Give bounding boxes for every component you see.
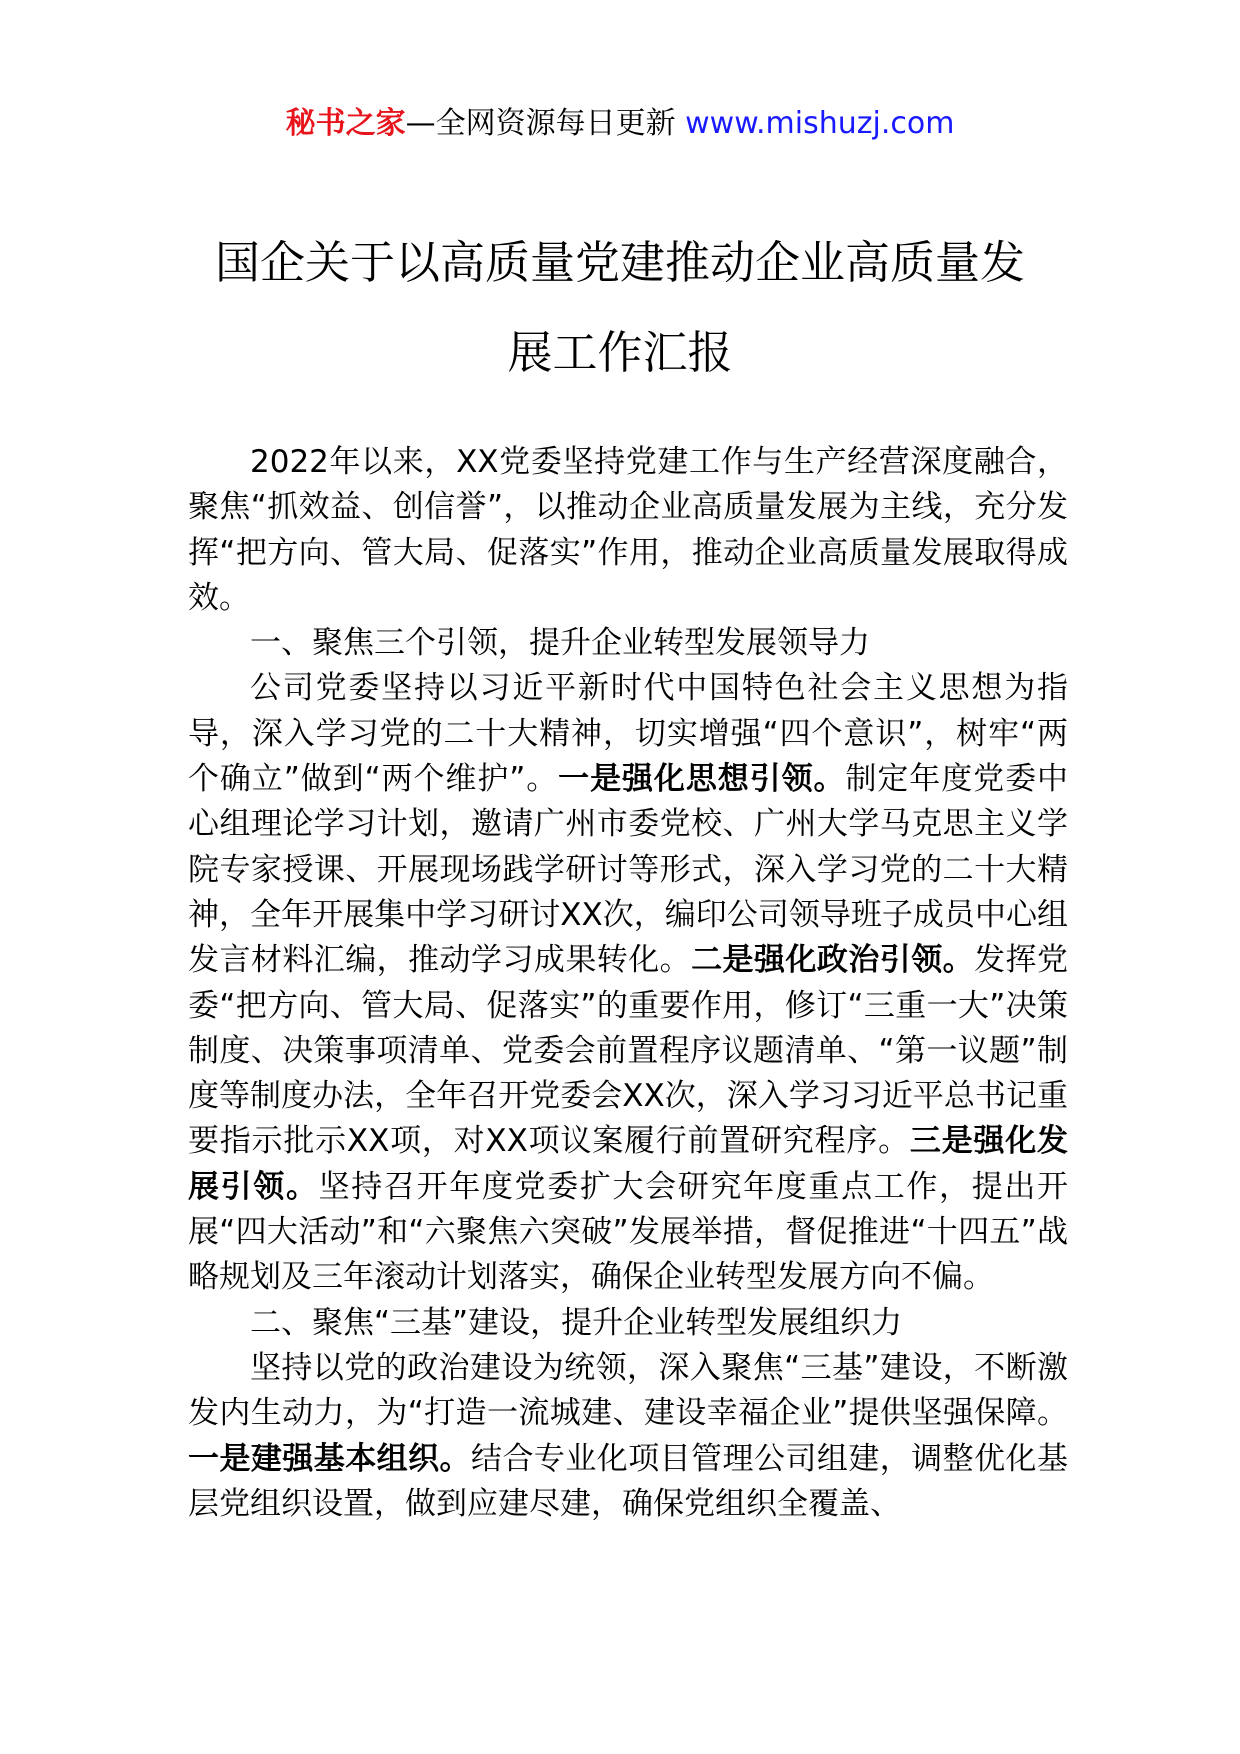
site-tagline: —全网资源每日更新 [405,106,686,141]
section-1-paragraph [188,666,1068,1300]
section-1-lead: 公司党委坚持以习近平新时代中国特色社会主义思想为指导，深入学习党的二十大精神，切实增强“四个意识”，树牢“两个确立”做到“两个维护”。 [188,670,1068,798]
document-body [188,440,1068,1527]
section-2-point-1-text: 结合专业化项目管理公司组建，调整优化基层党组织设置，做到应建尽建，确保党组织全覆盖、 [188,1440,1068,1522]
point-1-heading: 一是强化思想引领。 [558,761,846,798]
point-3-heading: 三是强化发展引领。 [188,1123,1069,1205]
point-2-text: 发挥党委“把方向、管大局、促落实”的重要作用，修订“三重一大”决策制度、决策事项清单、党委会前置程序议题清单、“第一议题”制度等制度办法，全年召开党委会XX次，深入学习习近平总书记重要指示批示XX项，对XX项议案履行前置研究程序。 [188,942,1068,1160]
point-2-heading: 二是强化政治引领。 [691,942,975,979]
section-2-point-1-heading: 一是建强基本组织。 [188,1440,471,1477]
section-heading-2: 二、聚焦“三基”建设，提升企业转型发展组织力 [250,1304,903,1341]
section-2-paragraph [188,1346,1068,1527]
site-header [0,100,1240,148]
document-title-line-1: 国企关于以高质量党建推动企业高质量发 [214,236,1025,289]
section-heading-1: 一、聚焦三个引领，提升企业转型发展领导力 [250,625,870,662]
site-url-link[interactable]: www.mishuzj.com [685,106,955,141]
point-1-text: 制定年度党委中心组理论学习计划，邀请广州市委党校、广州大学马克思主义学院专家授课、开展现场践学研讨等形式，深入学习党的二十大精神，全年开展集中学习研讨XX次，编印公司领导班子成员中心组发言材料汇编，推动学习成果转化。 [188,761,1068,979]
point-3-text: 坚持召开年度党委扩大会研究年度重点工作，提出开展“四大活动”和“六聚焦六突破”发展举措，督促推进“十四五”战略规划及三年滚动计划落实，确保企业转型发展方向不偏。 [188,1168,1069,1296]
site-brand: 秘书之家 [285,106,406,141]
intro-paragraph: 2022年以来，XX党委坚持党建工作与生产经营深度融合，聚焦“抓效益、创信誉”，以推动企业高质量发展为主线，充分发挥“把方向、管大局、促落实”作用，推动企业高质量发展取得成效。 [188,444,1068,616]
document-title-line-2: 展工作汇报 [507,326,733,379]
section-2-lead: 坚持以党的政治建设为统领，深入聚焦“三基”建设，不断激发内生动力，为“打造一流城建、建设幸福企业”提供坚强保障。 [188,1349,1068,1432]
